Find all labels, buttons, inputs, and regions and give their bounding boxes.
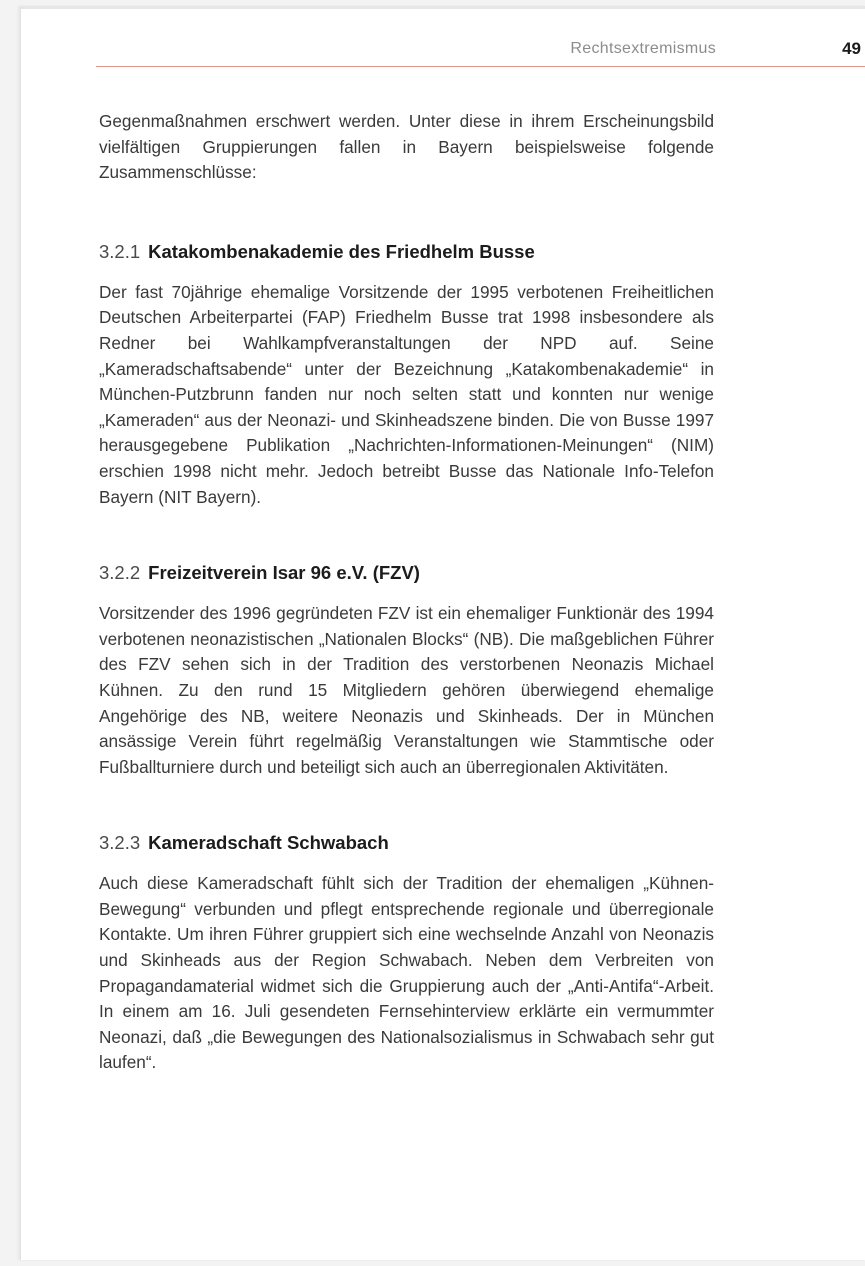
section-body: Der fast 70jährige ehemalige Vorsitzende der 1995 verbotenen Freiheitlichen Deutschen Arbeiterpartei (FAP) Friedhelm Busse trat 1998 insbesondere als Redner bei Wahlkampfveranstaltungen der NPD auf. Seine „Kameradschaftsabende“ unter der Bezeichnung „Katakombenakademie“ in München-Putzbrunn fanden nur noch selten statt und konnten nur wenige „Kameraden“ aus der Neonazi- und Skinheadszene binden. Die von Busse 1997 herausgegebene Publikation „Nachrichten-Informationen-Meinungen“ (NIM) erschien 1998 nicht mehr. Jedoch betreibt Busse das Nationale Info-Telefon Bayern (NIT Bayern). — [99, 281, 714, 507]
document-page — [20, 6, 865, 1260]
section-number: 3.2.2 — [99, 562, 141, 584]
section-title: Kameradschaft Schwabach — [148, 832, 389, 854]
section-title: Katakombenakademie des Friedhelm Busse — [148, 240, 535, 262]
section-number: 3.2.3 — [99, 832, 141, 854]
section-title: Freizeitverein Isar 96 e.V. (FZV) — [148, 562, 420, 584]
section-number: 3.2.1 — [99, 240, 141, 262]
header-divider — [96, 66, 865, 67]
intro-paragraph: Gegenmaßnahmen erschwert werden. Unter diese in ihrem Erscheinungsbild vielfältigen Gruppierungen fallen in Bayern beispielsweise folgende Zusammenschlüsse: — [99, 111, 714, 183]
section-3-2-3 — [99, 830, 714, 1076]
page-top-edge — [21, 6, 865, 9]
section-3-2-2 — [99, 560, 714, 780]
section-heading — [99, 239, 714, 265]
section-heading — [99, 560, 714, 586]
section-body: Auch diese Kameradschaft fühlt sich der Tradition der ehemaligen „Kühnen-Bewegung“ verbunden und pflegt entsprechende regionale und überregionale Kontakte. Um ihren Führer gruppiert sich eine wechselnde Anzahl von Neonazis und Skinheads aus der Region Schwabach. Neben dem Verbreiten von Propagandamaterial widmet sich die Gruppierung auch der „Anti-Antifa“-Arbeit. In einem am 16. Juli gesendeten Fernsehinterview erklärte ein vermummter Neonazi, daß „die Bewegungen des Nationalsozialismus in Schwabach sehr gut laufen“. — [99, 873, 714, 1073]
section-3-2-1 — [99, 239, 714, 510]
section-heading — [99, 830, 714, 856]
section-body: Vorsitzender des 1996 gegründeten FZV ist ein ehemaliger Funktionär des 1994 verbotenen neonazistischen „Nationalen Blocks“ (NB). Die maßgeblichen Führer des FZV sehen sich in der Tradition des verstorbenen Neonazis Michael Kühnen. Zu den rund 15 Mitgliedern gehören überwiegend ehemalige Angehörige des NB, weitere Neonazis und Skinheads. Der in München ansässige Verein führt regelmäßig Veranstaltungen wie Stammtische oder Fußballturniere durch und beteiligt sich auch an überregionalen Aktivitäten. — [99, 603, 714, 777]
page-content — [99, 109, 714, 1126]
running-header-title: Rechtsextremismus — [570, 40, 716, 57]
page-number: 49 — [842, 39, 861, 58]
